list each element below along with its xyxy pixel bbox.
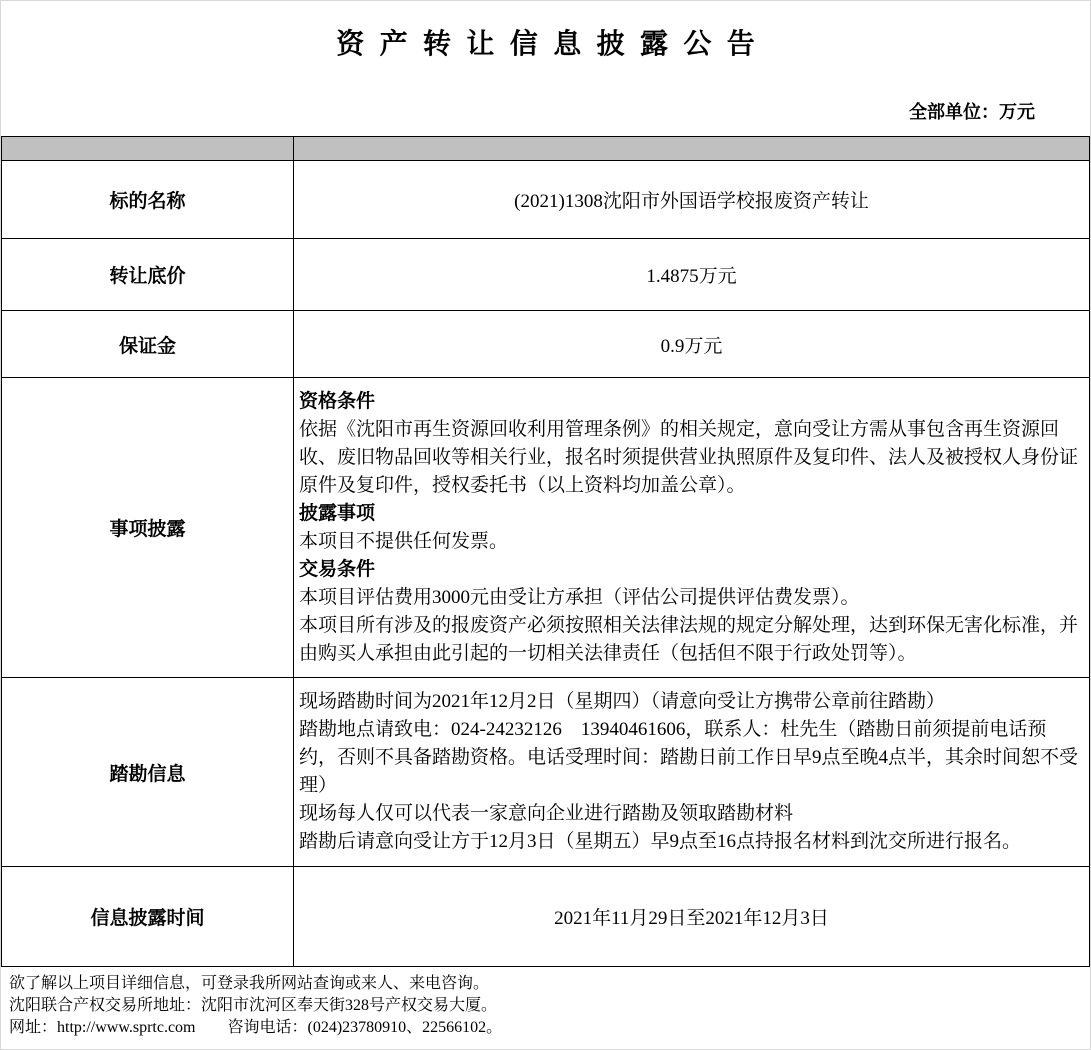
- row-value: (2021)1308沈阳市外国语学校报废资产转让: [514, 191, 869, 212]
- table-row-site-survey-info: [2, 678, 1089, 867]
- section-body: 现场踏勘时间为2021年12月2日（星期四）（请意向受让方携带公章前往踏勘）: [299, 691, 946, 712]
- row-value: 1.4875万元: [646, 266, 737, 287]
- section-body: 踏勘后请意向受让方于12月3日（星期五）早9点至16点持报名材料到沈交所进行报名。: [299, 831, 1022, 852]
- disclosure-table: [1, 136, 1090, 967]
- row-label: 信息披露时间: [2, 867, 294, 966]
- table-row-disclosure-period: [2, 867, 1089, 966]
- row-label: 保证金: [2, 311, 294, 377]
- footer-address: 沈阳联合产权交易所地址：沈阳市沈河区奉天街328号产权交易大厦。: [9, 997, 498, 1014]
- row-label: 标的名称: [2, 161, 294, 238]
- row-label: 踏勘信息: [2, 678, 294, 866]
- footer-website-and-phone: 网址：http://www.sprtc.com 咨询电话：(024)23780910、22566102。: [9, 1019, 503, 1036]
- document-footer: [1, 967, 1090, 1039]
- section-body: 踏勘地点请致电：024-24232126 13940461606，联系人：杜先生（踏勘日前须提前电话预约，否则不具备踏勘资格。电话受理时间：踏勘日前工作日早9点至晚4点半，其余时间恕不受理）: [299, 719, 1079, 796]
- section-body: 本项目评估费用3000元由受让方承担（评估公司提供评估费发票）。: [299, 586, 860, 608]
- table-header-label-cell: [2, 137, 294, 160]
- section-heading: 资格条件: [299, 390, 376, 412]
- row-label: 事项披露: [2, 378, 294, 677]
- section-body: 依据《沈阳市再生资源回收利用管理条例》的相关规定，意向受让方需从事包含再生资源回收、废旧物品回收等相关行业，报名时须提供营业执照原件及复印件、法人及被授权人身份证原件及复印件，授权委托书（以上资料均加盖公章）。: [299, 418, 1079, 496]
- page-title: 资产转让信息披露公告: [336, 29, 771, 60]
- row-value: [294, 378, 1089, 677]
- row-value: 0.9万元: [660, 335, 723, 357]
- table-row-subject-name: [2, 161, 1089, 239]
- row-label: 转让底价: [2, 239, 294, 310]
- section-body: 本项目不提供任何发票。: [299, 530, 509, 552]
- row-value: [294, 678, 1089, 866]
- section-body: 现场每人仅可以代表一家意向企业进行踏勘及领取踏勘材料: [299, 803, 794, 824]
- unit-note: 全部单位：万元: [909, 102, 1035, 122]
- section-heading: 交易条件: [299, 558, 376, 580]
- section-body: 本项目所有涉及的报废资产必须按照相关法律法规的规定分解处理，达到环保无害化标准，并由购买人承担由此引起的一切相关法律责任（包括但不限于行政处罚等）。: [299, 614, 1079, 664]
- footer-consult-note: 欲了解以上项目详细信息，可登录我所网站查询或来人、来电咨询。: [9, 975, 490, 992]
- table-header-value-cell: [294, 137, 1089, 160]
- table-header-row: [2, 137, 1089, 161]
- document-header: [1, 1, 1090, 136]
- table-row-deposit: [2, 311, 1089, 378]
- table-row-base-price: [2, 239, 1089, 311]
- table-row-disclosure-matters: [2, 378, 1089, 678]
- section-heading: 披露事项: [299, 502, 376, 524]
- row-value: 2021年11月29日至2021年12月3日: [554, 908, 829, 929]
